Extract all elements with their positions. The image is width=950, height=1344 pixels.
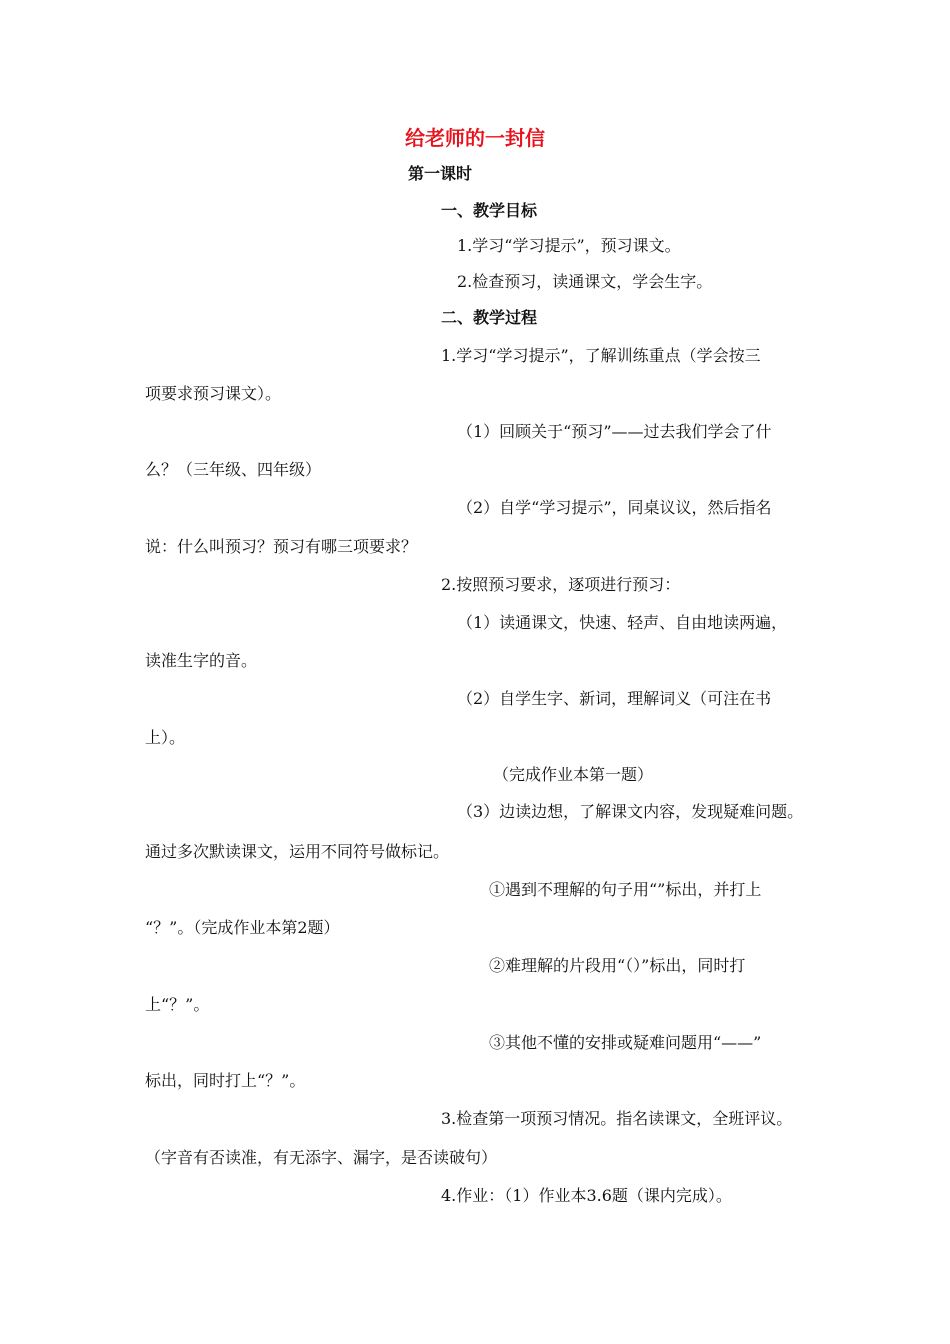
- process-line: 上“？”。: [145, 995, 210, 1014]
- process-line: 2.按照预习要求，逐项进行预习：: [441, 575, 681, 594]
- process-line: 项要求预习课文）。: [145, 384, 282, 403]
- objective-item: 2.检查预习，读通课文，学会生字。: [457, 272, 713, 291]
- lesson-label: 第一课时: [408, 164, 473, 183]
- objective-item: 1.学习“学习提示”，预习课文。: [457, 236, 681, 255]
- process-line: 上）。: [145, 728, 186, 747]
- process-line: （完成作业本第一题）: [493, 765, 654, 784]
- process-line: 3.检查第一项预习情况。指名读课文，全班评议。: [441, 1109, 793, 1128]
- process-line: （1）回顾关于“预习”——过去我们学会了什: [457, 422, 772, 441]
- process-line: 4.作业：（1）作业本3.6题（课内完成）。: [441, 1186, 732, 1205]
- section-heading-objectives: 一、教学目标: [441, 201, 538, 220]
- process-line: ③其他不懂的安排或疑难问题用“——”: [489, 1033, 762, 1052]
- process-line: （2）自学“学习提示”，同桌议议，然后指名: [457, 498, 772, 517]
- process-line: 1.学习“学习提示”，了解训练重点（学会按三: [441, 346, 761, 365]
- process-line: 标出，同时打上“？”。: [145, 1071, 306, 1090]
- process-line: （1）读通课文，快速、轻声、自由地读两遍，: [457, 613, 788, 632]
- process-line: （字音有否读准，有无添字、漏字，是否读破句）: [145, 1148, 498, 1167]
- process-line: 说：什么叫预习？预习有哪三项要求？: [145, 537, 418, 556]
- process-line: ②难理解的片段用“（）”标出，同时打: [489, 956, 746, 975]
- process-line: “？”。（完成作业本第2题）: [145, 918, 340, 937]
- process-line: ①遇到不理解的句子用“”标出，并打上: [489, 880, 762, 899]
- section-heading-process: 二、教学过程: [441, 308, 538, 327]
- process-line: 读准生字的音。: [145, 651, 258, 670]
- process-line: 通过多次默读课文，运用不同符号做标记。: [145, 842, 450, 861]
- process-line: 么？（三年级、四年级）: [145, 460, 322, 479]
- process-line: （3）边读边想，了解课文内容，发现疑难问题。: [457, 802, 804, 821]
- document-title: 给老师的一封信: [405, 126, 545, 150]
- process-line: （2）自学生字、新词，理解词义（可注在书: [457, 689, 772, 708]
